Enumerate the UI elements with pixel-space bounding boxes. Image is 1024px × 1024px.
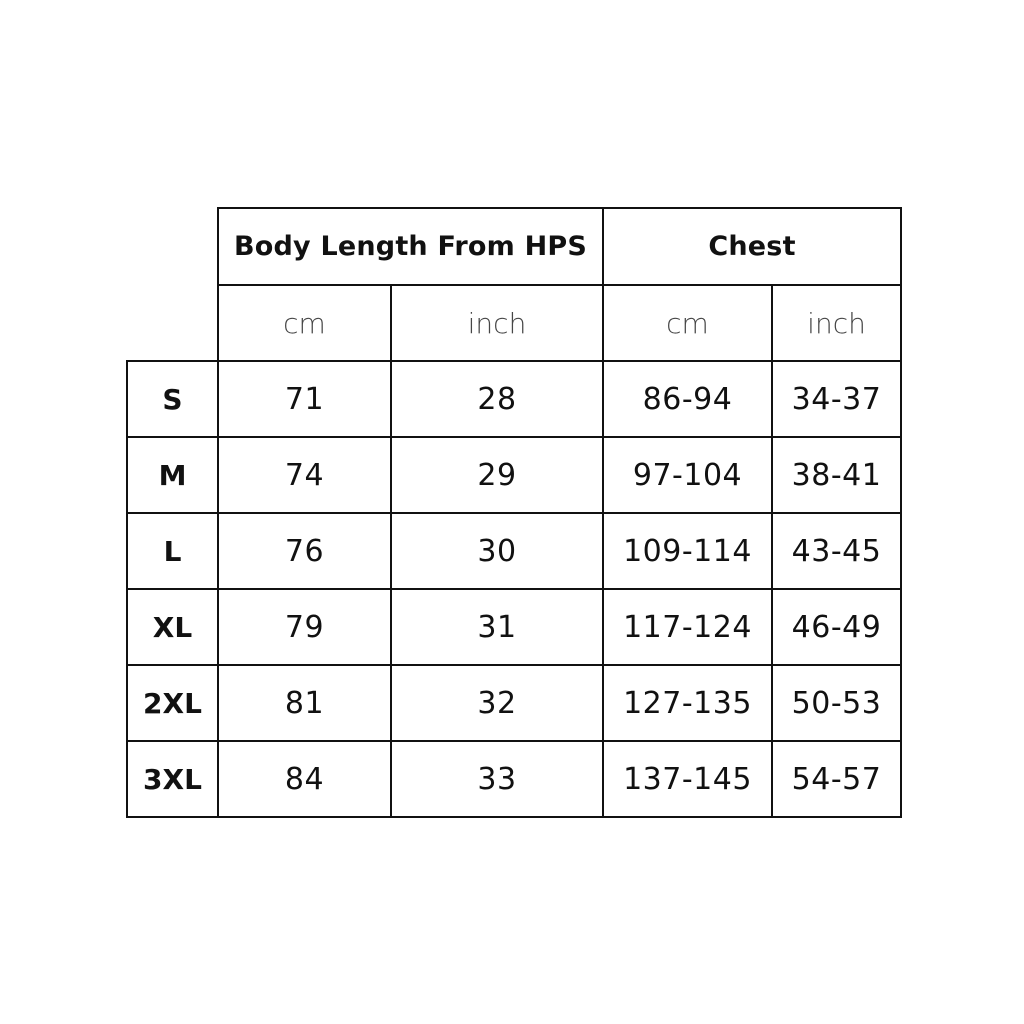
size-label: M: [127, 437, 218, 513]
chest-inch-cell: 50-53: [772, 665, 901, 741]
length-cm-cell: 74: [218, 437, 391, 513]
table-row: [127, 589, 901, 665]
length-inch-cell: 29: [391, 437, 603, 513]
length-cm-cell: 76: [218, 513, 391, 589]
chest-cm-header: cm: [603, 285, 772, 361]
size-label: XL: [127, 589, 218, 665]
size-label: 2XL: [127, 665, 218, 741]
length-inch-cell: 28: [391, 361, 603, 437]
body-length-cm-header: cm: [218, 285, 391, 361]
chest-cm-cell: 117-124: [603, 589, 772, 665]
chest-inch-cell: 34-37: [772, 361, 901, 437]
length-cm-cell: 84: [218, 741, 391, 817]
unit-header-row: [127, 285, 901, 361]
table-row: [127, 741, 901, 817]
table-row: [127, 361, 901, 437]
chest-cm-cell: 137-145: [603, 741, 772, 817]
length-inch-cell: 33: [391, 741, 603, 817]
chest-cm-cell: 97-104: [603, 437, 772, 513]
body-length-header: Body Length From HPS: [218, 208, 603, 285]
chest-inch-cell: 38-41: [772, 437, 901, 513]
chest-header: Chest: [603, 208, 901, 285]
corner-blank: [127, 285, 218, 361]
chest-inch-cell: 46-49: [772, 589, 901, 665]
chest-inch-cell: 54-57: [772, 741, 901, 817]
table-row: [127, 437, 901, 513]
length-cm-cell: 71: [218, 361, 391, 437]
chest-cm-cell: 86-94: [603, 361, 772, 437]
chest-inch-header: inch: [772, 285, 901, 361]
body-length-inch-header: inch: [391, 285, 603, 361]
table-row: [127, 665, 901, 741]
length-inch-cell: 30: [391, 513, 603, 589]
size-label: 3XL: [127, 741, 218, 817]
length-inch-cell: 32: [391, 665, 603, 741]
corner-blank: [127, 208, 218, 285]
chest-cm-cell: 127-135: [603, 665, 772, 741]
table-row: [127, 513, 901, 589]
size-label: S: [127, 361, 218, 437]
size-label: L: [127, 513, 218, 589]
size-chart-table: [126, 207, 902, 818]
length-cm-cell: 79: [218, 589, 391, 665]
group-header-row: [127, 208, 901, 285]
length-inch-cell: 31: [391, 589, 603, 665]
length-cm-cell: 81: [218, 665, 391, 741]
chest-cm-cell: 109-114: [603, 513, 772, 589]
chest-inch-cell: 43-45: [772, 513, 901, 589]
